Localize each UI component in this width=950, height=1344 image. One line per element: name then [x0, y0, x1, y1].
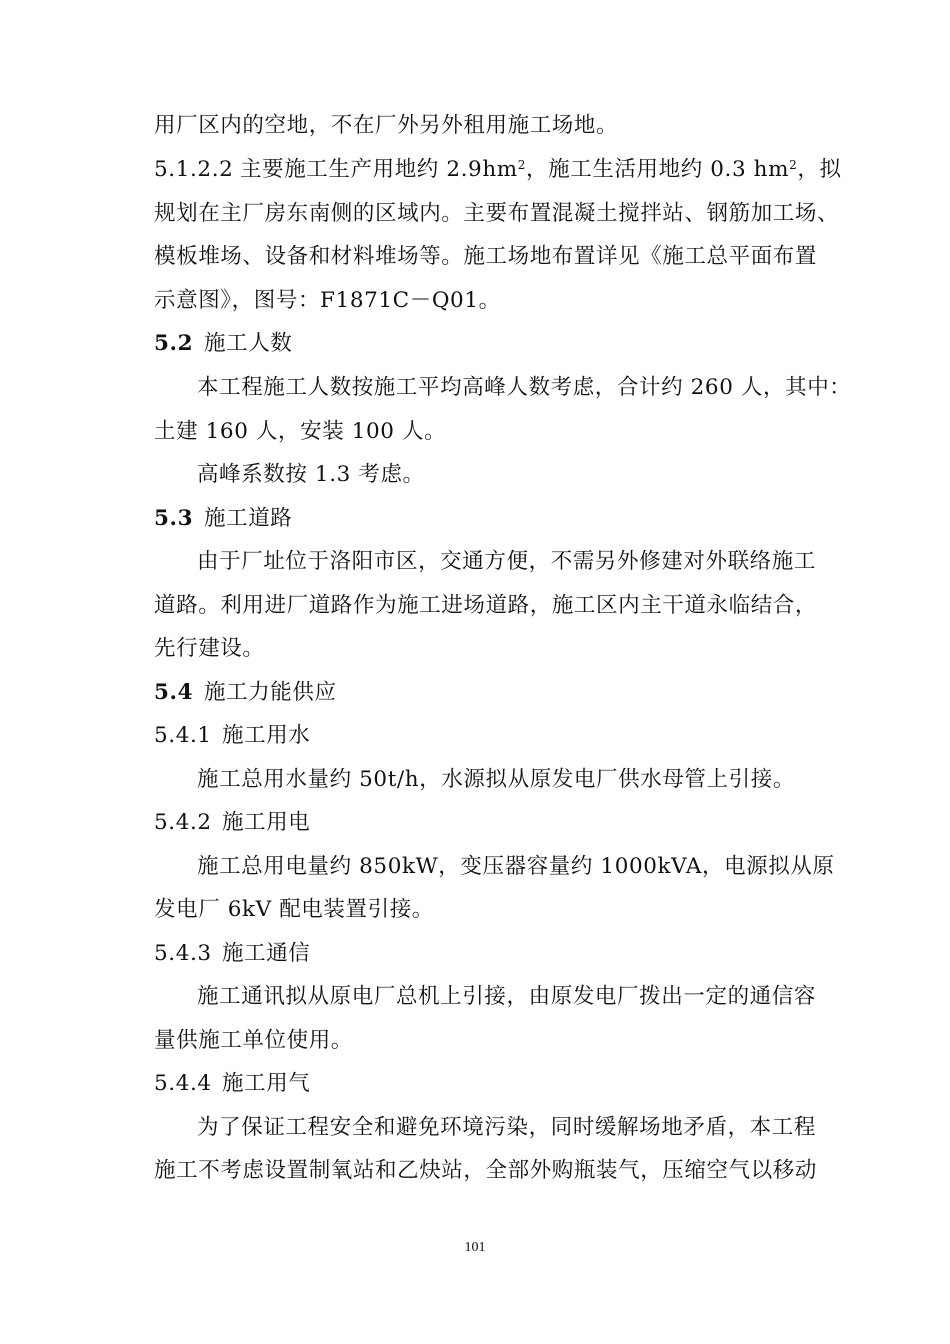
- paragraph-line: 示意图》，图号：F1871C－Q01。: [154, 288, 501, 313]
- section-number: 5.3: [154, 506, 194, 531]
- clause-number: 5.1.2.2: [154, 157, 234, 182]
- subsection-number: 5.4.4: [154, 1071, 212, 1096]
- paragraph-line: 道路。利用进厂道路作为施工进场道路，施工区内主干道永临结合，: [154, 593, 818, 618]
- paragraph-line: 模板堆场、设备和材料堆场等。施工场地布置详见《施工总平面布置: [154, 244, 818, 269]
- subsection-number: 5.4.1: [154, 723, 212, 748]
- section-title: 施工力能供应: [204, 680, 337, 705]
- paragraph-line: 规划在主厂房东南侧的区域内。主要布置混凝土搅拌站、钢筋加工场、: [154, 201, 840, 226]
- paragraph-line: 量供施工单位使用。: [154, 1028, 353, 1053]
- section-number: 5.4: [154, 680, 194, 705]
- subsection-heading-5-4-1: [154, 721, 816, 751]
- paragraph-line: 发电厂 6kV 配电装置引接。: [154, 897, 434, 922]
- subsection-number: 5.4.2: [154, 810, 212, 835]
- paragraph-line: 为了保证工程安全和避免环境污染，同时缓解场地矛盾，本工程: [197, 1115, 816, 1140]
- paragraph-line: 本工程施工人数按施工平均高峰人数考虑，合计约 260 人，其中：: [197, 375, 852, 400]
- section-title: 施工道路: [204, 506, 293, 531]
- page-number: 101: [464, 1240, 486, 1255]
- paragraph-line: 用厂区内的空地，不在厂外另外租用施工场地。: [154, 113, 619, 138]
- subsection-title: 施工用气: [222, 1071, 311, 1096]
- paragraph-line: 由于厂址位于洛阳市区，交通方便，不需另外修建对外联络施工: [197, 549, 816, 574]
- clause-5-1-2-2-line-1: [154, 155, 842, 185]
- clause-text: ，拟: [797, 157, 842, 182]
- subsection-heading-5-4-4: [154, 1069, 816, 1099]
- paragraph-line: 施工不考虑设置制氧站和乙炔站，全部外购瓶装气，压缩空气以移动: [154, 1158, 818, 1183]
- section-heading-5-4: [154, 678, 816, 708]
- clause-text: 主要施工生产用地约 2.9hm: [240, 157, 518, 182]
- subsection-heading-5-4-2: [154, 808, 816, 838]
- paragraph-line: 施工通讯拟从原电厂总机上引接，由原发电厂拨出一定的通信容: [197, 984, 816, 1009]
- paragraph-line: 先行建设。: [154, 636, 265, 661]
- paragraph-line: 施工总用电量约 850kW，变压器容量约 1000kVA，电源拟从原: [197, 854, 835, 879]
- paragraph-line: 施工总用水量约 50t/h，水源拟从原发电厂供水母管上引接。: [197, 767, 795, 792]
- superscript: 2: [517, 158, 527, 172]
- superscript: 2: [789, 158, 798, 172]
- paragraph-line: 土建 160 人，安装 100 人。: [154, 419, 447, 444]
- subsection-title: 施工通信: [222, 941, 311, 966]
- subsection-heading-5-4-3: [154, 939, 816, 969]
- paragraph-line: 高峰系数按 1.3 考虑。: [197, 462, 425, 487]
- section-heading-5-3: [154, 504, 816, 534]
- section-heading-5-2: [154, 329, 816, 359]
- subsection-title: 施工用电: [222, 810, 311, 835]
- subsection-title: 施工用水: [222, 723, 311, 748]
- section-title: 施工人数: [204, 331, 293, 356]
- subsection-number: 5.4.3: [154, 941, 212, 966]
- section-number: 5.2: [154, 331, 194, 356]
- clause-text: ，施工生活用地约 0.3 hm: [526, 157, 790, 182]
